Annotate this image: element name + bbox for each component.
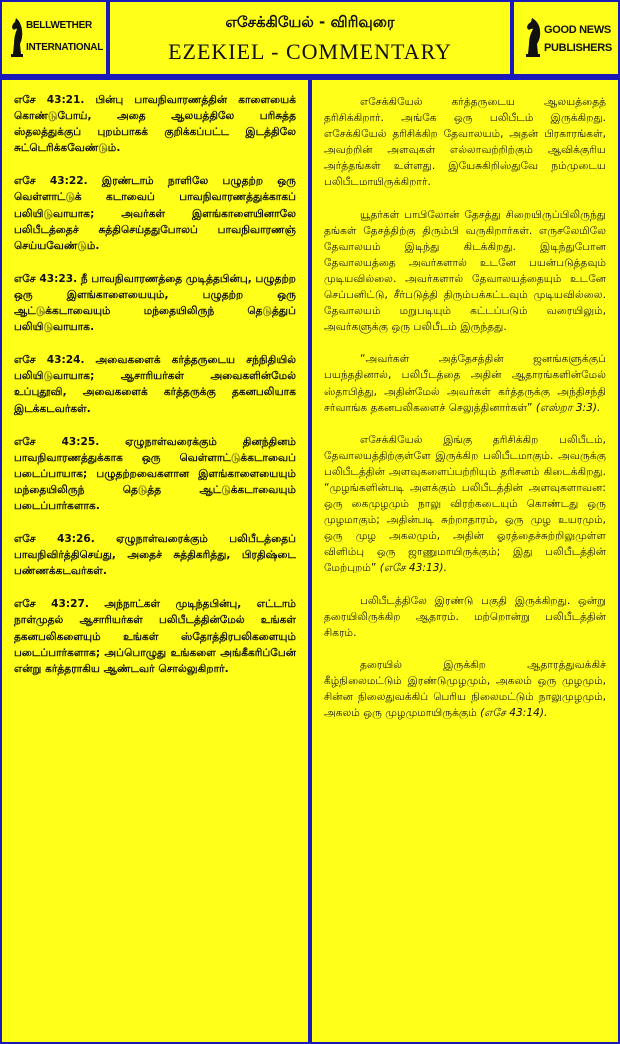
commentary-text: எசேக்கியேல் இங்கு தரிசிக்கிற பலிபீடம், தேவாலயத்திற்குள்ளே இருக்கிற பலிபீடமாகும். அவருக்கு பலிபீடத்தின் அளவுகளைப்பற்றியும் தரிசனம் கிடைக்கிறது. “முழங்களின்படி அளக்கும் பலிபீடத்தின் அளவுகளாவன: ஒரு கைமுழமும் நாலு விரற்கடையும் கொண்டது ஒரு முழமாகும்; அதின்படி சுற்றாதாரம், ஒரு முழ உயரமும், ஒரு முழ அகலமும், அதின் ஓரத்தைச்சுற்றிலுமுள்ள விளிம்பு ஒரு ஜாணுமாயிருக்கும்; இது பலிபீடத்தின் மேற்புறம்”	[324, 433, 606, 575]
commentary-paragraph	[324, 94, 606, 191]
verse-paragraph: எசே 43:24. அவைகளைக் கர்த்தருடைய சந்நிதியில் பலியிடுவாயாக; ஆசாரியர்கள் அவைகளின்மேல் உப்புதூவி, அவைகளைக் கர்த்தருக்கு தகனபலியாக இடக்கடவர்கள்.	[14, 354, 296, 415]
page-title-english: EZEKIEL - COMMENTARY	[168, 39, 452, 64]
commentary-paragraph	[324, 207, 606, 336]
verse-paragraph: எசே 43:27. அந்நாட்கள் முடிந்தபின்பு, எட்டாம் நாள்முதல் ஆசாரியர்கள் பலிபீடத்தின்மேல் உங்கள் தகனபலிகளையும் உங்கள் ஸ்தோத்திரபலிகளையும் படைப்பார்களாக; அப்பொழுது உங்களை அங்கீகரிப்பேன் என்று கர்த்தராகிய ஆண்டவர் சொல்லுகிறார்.	[14, 598, 296, 675]
commentary-text: “அவர்கள் அத்தேசத்தின் ஜனங்களுக்குப் பயந்ததினால், பலிபீடத்தை அதின் ஆதாரங்களின்மேல் ஸ்தாபித்து, அதின்மேல் அவர்கள் கர்த்தருக்கு அந்திசந்தி சர்வாங்க தகனபலிகளைச் செலுத்தினார்கள்”	[324, 353, 606, 414]
commentary-text: எசேக்கியேல் கர்த்தருடைய ஆலயத்தைத் தரிசிக்கிறார். அங்கே ஒரு பலிபீடம் இருக்கிறது. எசேக்கியேல் தரிசிக்கிற தேவாலயம், அதன் பிரகாரங்கள், அவற்றின் அளவுகள் எல்லாவற்றிற்கும் ஆவிக்குரிய அர்த்தங்கள் உள்ளது. இயேசுகிறிஸ்துவே நம்முடைய பலிபீடமாயிருக்கிறார்.	[324, 96, 606, 189]
bellwether-logo	[2, 2, 106, 74]
scripture-reference: (எசே 43:13).	[379, 562, 447, 575]
commentary-text: யூதர்கள் பாபிலோன் தேசத்து சிறையிருப்பிலிருந்து தங்கள் தேசத்திற்கு திரும்பி வருகிறார்கள். எருசலேமிலே தேவாலயம் இடிந்து கிடக்கிறது. இடிந்துபோன தேவாலயத்தை அவர்களால் உடனே பயன்படுத்தவும் முடியவில்லை. அவர்களால் தேவாலயத்தையும் உடனே செப்பனிட்டு, சீர்படுத்தி திரும்பக்கட்டவும் முடியவில்லை. தேவாலயம் மறுபடியும் கட்டப்படும் வரையிலும், அவர்களுக்கு ஒரு பலிபீடம் இருந்தது.	[324, 208, 606, 334]
logo-left-line2: INTERNATIONAL	[26, 42, 104, 53]
logo-left-line1: BELLWETHER	[26, 20, 92, 31]
logo-right-line1: GOOD NEWS	[544, 24, 611, 36]
scripture-column	[2, 80, 308, 1042]
horse-chess-icon	[10, 14, 24, 58]
good-news-logo	[514, 2, 618, 74]
verse-paragraph: எசே 43:25. ஏழுநாள்வரைக்கும் தினந்தினம் பாவநிவாரணத்துக்காக ஒரு வெள்ளாட்டுக்கடாவைப் படைப்பாயாக; பழுதற்றவைகளான இளங்காளையையும் மந்தையிலிருந் தெடுத்த ஆட்டுக்கடாவையும் படைப்பார்களாக.	[14, 435, 296, 512]
page-header	[110, 2, 510, 74]
page-title-tamil: எசேக்கியேல் - விரிவுரை	[225, 13, 395, 31]
commentary-paragraph	[324, 351, 606, 415]
commentary-paragraph	[324, 593, 606, 641]
commentary-text: தரையில் இருக்கிற ஆதாரத்துவக்கிச் கீழ்நிலைமட்டும் இரண்டுமுழமும், அகலம் ஒரு முழமும், சின்ன நிலைதுவக்கிப் பெரிய நிலைமட்டும் நாலுமுழமும், அகலம் ஒரு முழமுமாயிருக்கும்	[324, 658, 606, 720]
commentary-paragraph	[324, 657, 606, 721]
scripture-reference: (எசே 43:14).	[480, 707, 548, 720]
verse-paragraph: எசே 43:26. ஏழுநாள்வரைக்கும் பலிபீடத்தைப் பாவநிவிர்த்திசெய்து, அதைச் சுத்திகரித்து, பிரதிஷ்டை பண்ணக்கடவர்கள்.	[14, 533, 296, 578]
commentary-column	[312, 80, 618, 1042]
commentary-text: பலிபீடத்திலே இரண்டு பகுதி இருக்கிறது. ஒன்று தரையிலிருக்கிற ஆதாரம். மற்றொன்று பலிபீடத்தின் சிகரம்.	[324, 594, 606, 639]
verse-paragraph: எசே 43:23. நீ பாவநிவாரணத்தை முடித்தபின்பு, பழுதற்ற ஒரு இளங்காளையையும், பழுதற்ற ஒரு ஆட்டுக்கடாவையும் மந்தையிலிருந் தெடுத்துப் பலியிடுவாயாக.	[14, 272, 296, 334]
commentary-paragraph	[324, 432, 606, 577]
logo-right-line2: PUBLISHERS	[544, 42, 612, 54]
scripture-reference: (எஸ்றா 3:3).	[535, 401, 601, 414]
horse-chess-icon	[524, 14, 542, 58]
verse-paragraph: எசே 43:21. பின்பு பாவநிவாரணத்தின் காளையைக் கொண்டுபோய், அதை ஆலயத்திலே பரிசுத்த ஸ்தலத்துக்குப் புறம்பாகக் குறிக்கப்பட்ட இடத்திலே சுட்டெரிக்கவேண்டும்.	[14, 94, 296, 155]
verse-paragraph: எசே 43:22. இரண்டாம் நாளிலே பழுதற்ற ஒரு வெள்ளாட்டுக் கடாவைப் பாவநிவாரணத்துக்காகப் பலியிடுவாயாக; அவர்கள் இளங்காளையினாலே பலிபீடத்தைச் சுத்திசெய்ததுபோலப் பாவநிவாரணஞ் செய்யவேண்டும்.	[14, 175, 296, 252]
